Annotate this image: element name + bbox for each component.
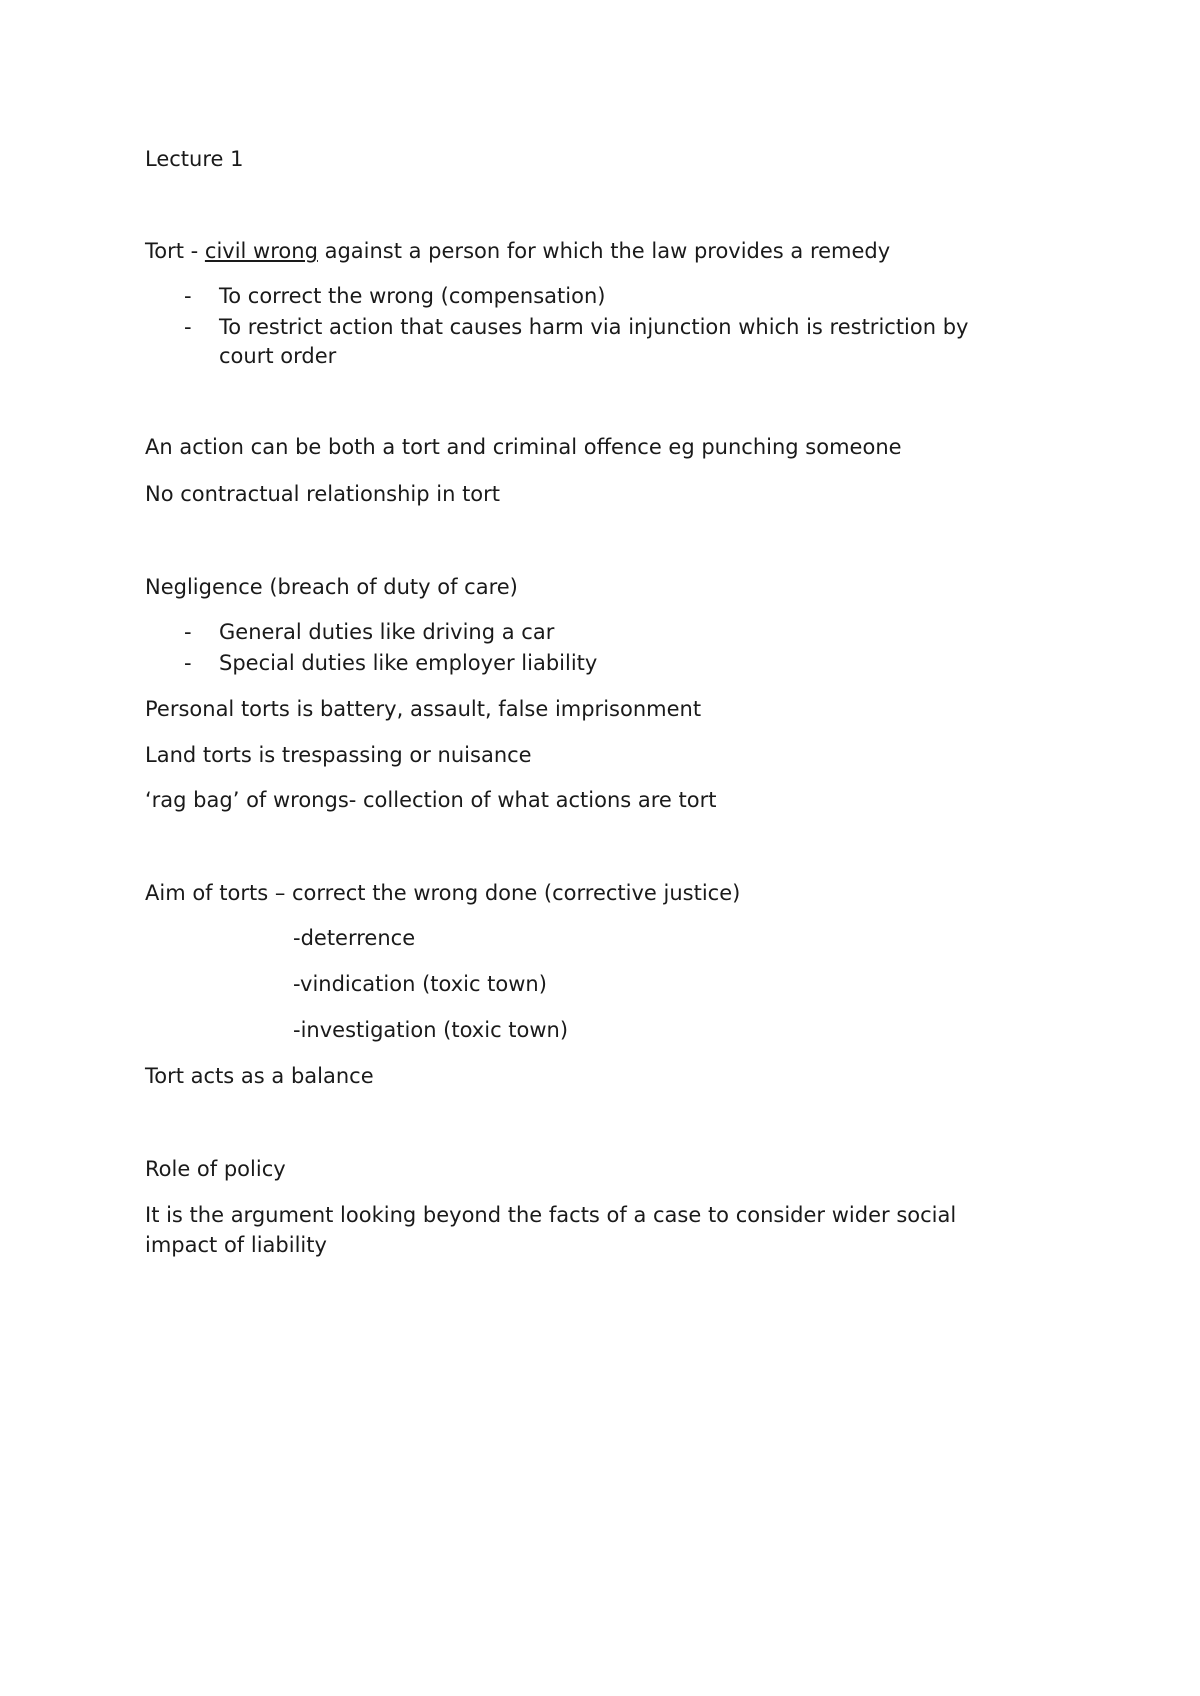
list-item: General duties like driving a car [219, 620, 555, 644]
list-item: To restrict action that causes harm via injunction which is restriction by [219, 315, 969, 339]
policy-heading: Role of policy [145, 1157, 286, 1181]
negligence-heading: Negligence (breach of duty of care) [145, 575, 518, 599]
list-item: Special duties like employer liability [219, 651, 598, 675]
bullet-marker: - [184, 315, 192, 339]
list-item: To correct the wrong (compensation) [219, 284, 606, 308]
tort-definition-rest: against a person for which the law provides a remedy [317, 239, 891, 263]
bullet-marker: - [184, 620, 192, 644]
policy-text-line: impact of liability [145, 1233, 327, 1257]
bullet-marker: - [184, 651, 192, 675]
balance-line: Tort acts as a balance [145, 1064, 374, 1088]
civil-wrong-underlined: civil wrong [204, 239, 318, 263]
personal-torts-line: Personal torts is battery, assault, false imprisonment [145, 697, 702, 721]
contract-line: No contractual relationship in tort [145, 482, 501, 506]
aim-line: Aim of torts – correct the wrong done (corrective justice) [145, 881, 741, 905]
list-item-continuation: court order [219, 344, 337, 368]
policy-text-line: It is the argument looking beyond the facts of a case to consider wider social [145, 1203, 957, 1227]
aim-item: -deterrence [293, 926, 416, 950]
tort-definition [145, 237, 890, 265]
land-torts-line: Land torts is trespassing or nuisance [145, 743, 532, 767]
rag-bag-line: ‘rag bag’ of wrongs- collection of what actions are tort [145, 788, 717, 812]
aim-item: -investigation (toxic town) [293, 1018, 569, 1042]
bullet-marker: - [184, 284, 192, 308]
tort-term: Tort - [145, 239, 205, 263]
action-line: An action can be both a tort and criminal offence eg punching someone [145, 435, 902, 459]
aim-item: -vindication (toxic town) [293, 972, 547, 996]
lecture-heading: Lecture 1 [145, 147, 244, 171]
